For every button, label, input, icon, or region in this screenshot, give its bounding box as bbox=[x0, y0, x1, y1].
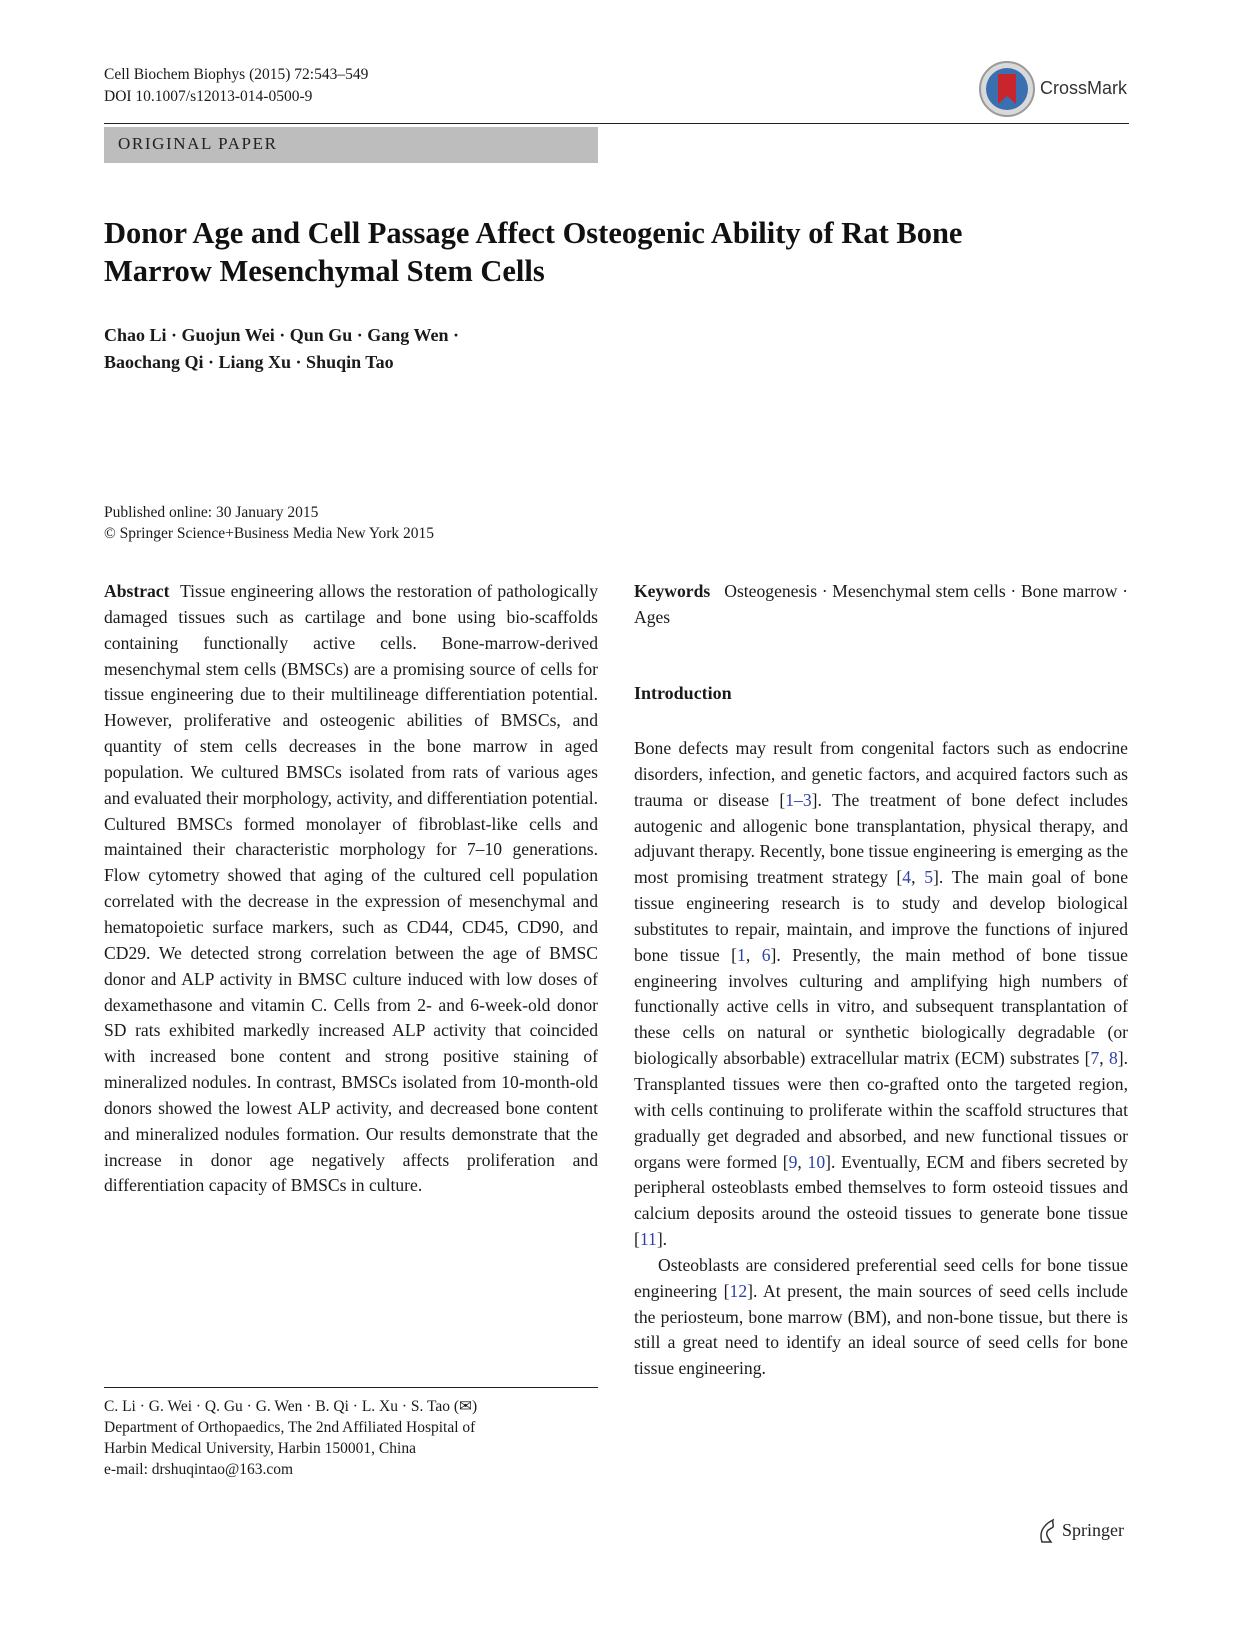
springer-horse-icon bbox=[1036, 1518, 1058, 1544]
publisher-logo bbox=[1036, 1518, 1136, 1544]
citation-link[interactable]: 5 bbox=[924, 867, 933, 888]
authors-line-1: Chao Li · Guojun Wei · Qun Gu · Gang Wen · bbox=[104, 325, 459, 345]
intro-text: , bbox=[911, 867, 925, 888]
citation-link[interactable]: 7 bbox=[1090, 1048, 1100, 1069]
affiliation-authors: C. Li · G. Wei · Q. Gu · G. Wen · B. Qi · L. Xu · S. Tao (✉) bbox=[104, 1398, 478, 1415]
doi[interactable]: DOI 10.1007/s12013-014-0500-9 bbox=[104, 88, 313, 105]
citation-link[interactable]: 11 bbox=[639, 1229, 657, 1250]
paper-title bbox=[104, 214, 1064, 290]
intro-text: ]. At present, the main sources of seed cells include the periosteum, bone marrow (BM), and non-bone tissue, but there is still a great need to identify an ideal source of seed cells for bone tissue engineering. bbox=[634, 1280, 1128, 1379]
section-label: ORIGINAL PAPER bbox=[118, 134, 278, 153]
crossmark-icon bbox=[978, 60, 1036, 118]
citation-link[interactable]: 6 bbox=[761, 944, 771, 965]
intro-text: , bbox=[797, 1151, 808, 1172]
affiliation-department: Department of Orthopaedics, The 2nd Affiliated Hospital of bbox=[104, 1419, 476, 1436]
intro-text: Bone defects may result from congenital factors such as endocrine disorders, infection, and genetic factors, and acquired factors such as trauma or disease [ bbox=[634, 738, 1128, 810]
intro-paragraph-1 bbox=[634, 736, 1128, 1253]
authors-line-2: Baochang Qi · Liang Xu · Shuqin Tao bbox=[104, 352, 394, 372]
affiliation bbox=[104, 1396, 598, 1480]
intro-text: ]. Presently, the main method of bone tissue engineering involves culturing and amplifying high numbers of functionally active cells in vitro, and subsequent transplantation of these cells on natural or synthetic biologically degradable (or biologically absorbable) extracellular matrix (ECM) substrates [ bbox=[634, 944, 1128, 1069]
journal-citation: Cell Biochem Biophys (2015) 72:543–549 bbox=[104, 66, 369, 83]
intro-text: ]. The treatment of bone defect includes autogenic and allogenic bone transplantation, physical therapy, and adjuvant therapy. Recently, bone tissue engineering is emerging as the most promising treatment strategy [ bbox=[634, 789, 1128, 888]
intro-text: ]. The main goal of bone tissue engineering research is to study and develop biological substitutes to repair, maintain, and improve the functions of injured bone tissue [ bbox=[634, 867, 1129, 965]
citation-link[interactable]: 1–3 bbox=[785, 789, 812, 810]
journal-info bbox=[104, 64, 368, 108]
publication-info bbox=[104, 502, 434, 544]
introduction-heading: Introduction bbox=[634, 683, 732, 703]
abstract bbox=[104, 579, 598, 1199]
abstract-text: Tissue engineering allows the restoration of pathologically damaged tissues such as cartilage and bone using bio-scaffolds containing functionally active cells. Bone-marrow-derived mesenchymal stem cells (BMSCs) are a promising source of cells for tissue engineering due to their multilineage differentiation potential. However, proliferative and osteogenic abilities of BMSCs, and quantity of stem cells decreases in the bone marrow in aged population. We cultured BMSCs isolated from rats of various ages and evaluated their morphology, activity, and differentiation potential. Cultured BMSCs formed monolayer of fibroblast-like cells and maintained their characteristic morphology for 7–10 generations. Flow cytometry showed that aging of the cultured cell population correlated with the decrease in the expression of mesenchymal and hematopoietic surface markers, such as CD44, CD45, CD90, and CD29. We detected strong correlation between the age of BMSC donor and ALP activity in BMSC culture induced with low doses of dexamethasone and vitamin C. Cells from 2- and 6-week-old donor SD rats exhibited markedly increased ALP activity that coincided with increased bone content and strong positive staining of mineralized nodules. In contrast, BMSCs isolated from 10-month-old donors showed the lowest ALP activity, and decreased bone content and mineralized nodules formation. Our results demonstrate that the increase in donor age negatively affects proliferation and differentiation capacity of BMSCs in culture. bbox=[104, 581, 598, 1196]
title-line-1: Donor Age and Cell Passage Affect Osteogenic Ability of Rat Bone bbox=[104, 216, 963, 250]
intro-paragraph-2 bbox=[634, 1253, 1128, 1382]
affiliation-university: Harbin Medical University, Harbin 150001, China bbox=[104, 1440, 416, 1457]
crossmark-badge[interactable] bbox=[978, 60, 1130, 122]
introduction-body bbox=[634, 736, 1128, 1382]
intro-text: ]. Eventually, ECM and fibers secreted by peripheral osteoblasts embed themselves to form osteoid tissues and calcium deposits around the osteoid tissues to generate bone tissue [ bbox=[634, 1151, 1128, 1250]
author-list bbox=[104, 322, 704, 376]
footnote-rule bbox=[104, 1387, 598, 1388]
publisher-name: Springer bbox=[1062, 1520, 1124, 1540]
citation-link[interactable]: 12 bbox=[729, 1280, 748, 1301]
intro-text: , bbox=[1099, 1048, 1109, 1069]
intro-text: ]. Transplanted tissues were then co-grafted onto the targeted region, with cells continuing to proliferate within the scaffold structures that gradually get degraded and absorbed, and new functional tissues or organs were formed [ bbox=[634, 1048, 1128, 1172]
citation-link[interactable]: 1 bbox=[737, 944, 746, 965]
citation-link[interactable]: 9 bbox=[788, 1151, 798, 1172]
keywords-text: Osteogenesis · Mesenchymal stem cells · Bone marrow · Ages bbox=[634, 581, 1128, 627]
crossmark-label: CrossMark bbox=[1040, 78, 1128, 98]
citation-link[interactable]: 4 bbox=[902, 867, 912, 888]
keywords-label: Keywords bbox=[634, 581, 711, 601]
affiliation-email[interactable]: e-mail: drshuqintao@163.com bbox=[104, 1461, 294, 1478]
abstract-label: Abstract bbox=[104, 581, 170, 601]
intro-text: ]. bbox=[656, 1229, 668, 1250]
copyright: © Springer Science+Business Media New York 2015 bbox=[104, 525, 435, 542]
citation-link[interactable]: 10 bbox=[807, 1151, 826, 1172]
header-rule bbox=[104, 123, 1129, 124]
intro-text: , bbox=[745, 944, 762, 965]
citation-link[interactable]: 8 bbox=[1108, 1048, 1118, 1069]
intro-text: Osteoblasts are considered preferential seed cells for bone tissue engineering [ bbox=[634, 1254, 1128, 1301]
title-line-2: Marrow Mesenchymal Stem Cells bbox=[104, 254, 545, 288]
section-banner bbox=[104, 127, 598, 163]
published-date: Published online: 30 January 2015 bbox=[104, 504, 319, 521]
keywords bbox=[634, 579, 1128, 631]
